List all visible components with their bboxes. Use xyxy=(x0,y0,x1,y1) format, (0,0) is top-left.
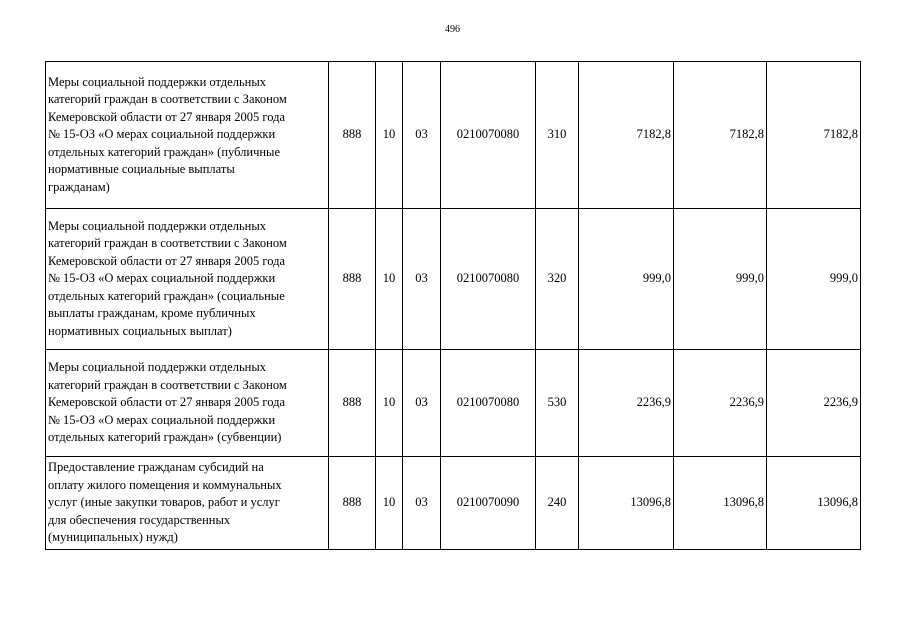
expense-type-code: 240 xyxy=(536,457,579,550)
target-code: 0210070080 xyxy=(441,62,536,209)
amount-year-1: 7182,8 xyxy=(579,62,674,209)
table-row xyxy=(46,457,861,550)
subsection-code: 03 xyxy=(403,350,441,457)
amount-year-2: 999,0 xyxy=(674,209,767,350)
amount-year-2: 2236,9 xyxy=(674,350,767,457)
target-code: 0210070090 xyxy=(441,457,536,550)
expense-type-code: 310 xyxy=(536,62,579,209)
ministry-code: 888 xyxy=(329,209,376,350)
section-code: 10 xyxy=(376,209,403,350)
subsection-code: 03 xyxy=(403,457,441,550)
amount-year-2: 13096,8 xyxy=(674,457,767,550)
row-description: Меры социальной поддержки отдельных категорий граждан в соответствии с Законом Кемеровской области от 27 января 2005 года № 15-ОЗ «О мерах социальной поддержки отдельных категорий граждан» (субвенции) xyxy=(46,350,329,457)
table-row xyxy=(46,350,861,457)
row-description: Меры социальной поддержки отдельных категорий граждан в соответствии с Законом Кемеровской области от 27 января 2005 года № 15-ОЗ «О мерах социальной поддержки отдельных категорий граждан» (публичные нормативные социальные выплаты гражданам) xyxy=(46,62,329,209)
row-description: Предоставление гражданам субсидий на оплату жилого помещения и коммунальных услуг (иные закупки товаров, работ и услуг для обеспечения государственных (муниципальных) нужд) xyxy=(46,457,329,550)
table-row xyxy=(46,62,861,209)
amount-year-3: 7182,8 xyxy=(767,62,861,209)
table-row xyxy=(46,209,861,350)
amount-year-1: 13096,8 xyxy=(579,457,674,550)
expense-type-code: 530 xyxy=(536,350,579,457)
section-code: 10 xyxy=(376,457,403,550)
ministry-code: 888 xyxy=(329,62,376,209)
row-description: Меры социальной поддержки отдельных категорий граждан в соответствии с Законом Кемеровской области от 27 января 2005 года № 15-ОЗ «О мерах социальной поддержки отдельных категорий граждан» (социальные выплаты гражданам, кроме публичных нормативных социальных выплат) xyxy=(46,209,329,350)
section-code: 10 xyxy=(376,350,403,457)
subsection-code: 03 xyxy=(403,209,441,350)
target-code: 0210070080 xyxy=(441,350,536,457)
ministry-code: 888 xyxy=(329,350,376,457)
amount-year-3: 999,0 xyxy=(767,209,861,350)
target-code: 0210070080 xyxy=(441,209,536,350)
amount-year-1: 2236,9 xyxy=(579,350,674,457)
amount-year-2: 7182,8 xyxy=(674,62,767,209)
subsection-code: 03 xyxy=(403,62,441,209)
amount-year-3: 13096,8 xyxy=(767,457,861,550)
expense-type-code: 320 xyxy=(536,209,579,350)
page-number: 496 xyxy=(445,24,460,35)
section-code: 10 xyxy=(376,62,403,209)
ministry-code: 888 xyxy=(329,457,376,550)
amount-year-1: 999,0 xyxy=(579,209,674,350)
budget-table xyxy=(45,61,861,550)
amount-year-3: 2236,9 xyxy=(767,350,861,457)
